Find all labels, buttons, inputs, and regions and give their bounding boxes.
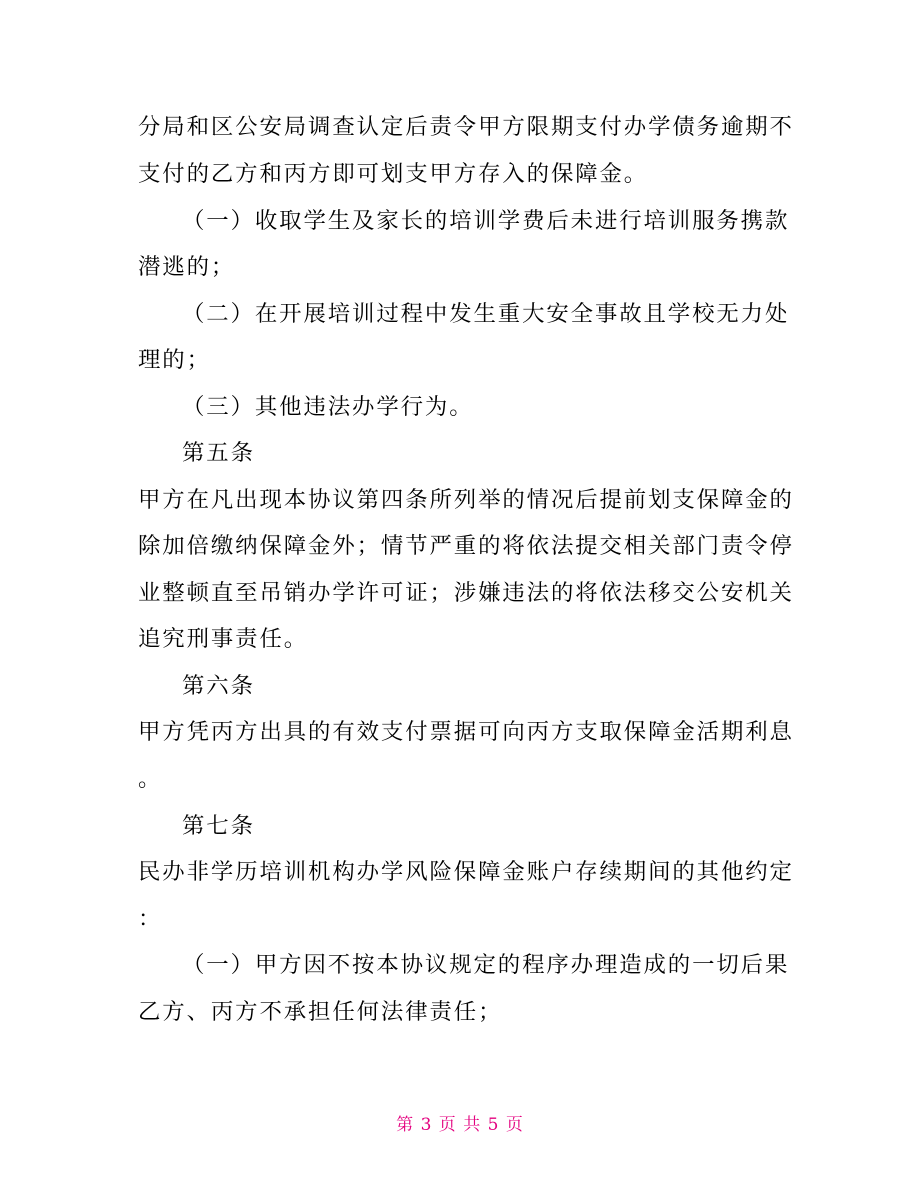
body-line: 理的； — [138, 347, 211, 373]
page-number-footer: 第 3 页 共 5 页 — [396, 1115, 524, 1135]
body-line: 民办非学历培训机构办学风险保障金账户存续期间的其他约定 — [138, 859, 794, 885]
body-line: 除加倍缴纳保障金外；情节严重的将依法提交相关部门责令停 — [138, 533, 794, 559]
body-line: 支付的乙方和丙方即可划支甲方存入的保障金。 — [138, 161, 649, 187]
body-line: 潜逃的； — [138, 254, 236, 280]
article-heading: 第六条 — [182, 673, 255, 699]
body-line: 。 — [138, 766, 163, 792]
body-line: 追究刑事责任。 — [138, 626, 309, 652]
clause-line: （三）其他违法办学行为。 — [182, 394, 474, 420]
clause-line: （二）在开展培训过程中发生重大安全事故且学校无力处 — [182, 301, 790, 327]
article-heading: 第七条 — [182, 813, 255, 839]
clause-line: （一）收取学生及家长的培训学费后未进行培训服务携款 — [182, 208, 790, 234]
clause-line: （一）甲方因不按本协议规定的程序办理造成的一切后果 — [182, 952, 790, 978]
body-line: 甲方凭丙方出具的有效支付票据可向丙方支取保障金活期利息 — [138, 719, 794, 745]
body-line: ： — [138, 906, 163, 932]
article-heading: 第五条 — [182, 440, 255, 466]
body-line: 甲方在凡出现本协议第四条所列举的情况后提前划支保障金的 — [138, 487, 794, 513]
body-line: 业整顿直至吊销办学许可证；涉嫌违法的将依法移交公安机关 — [138, 580, 794, 606]
body-line: 乙方、丙方不承担任何法律责任； — [138, 999, 503, 1025]
body-line: 分局和区公安局调查认定后责令甲方限期支付办学债务逾期不 — [138, 114, 794, 140]
